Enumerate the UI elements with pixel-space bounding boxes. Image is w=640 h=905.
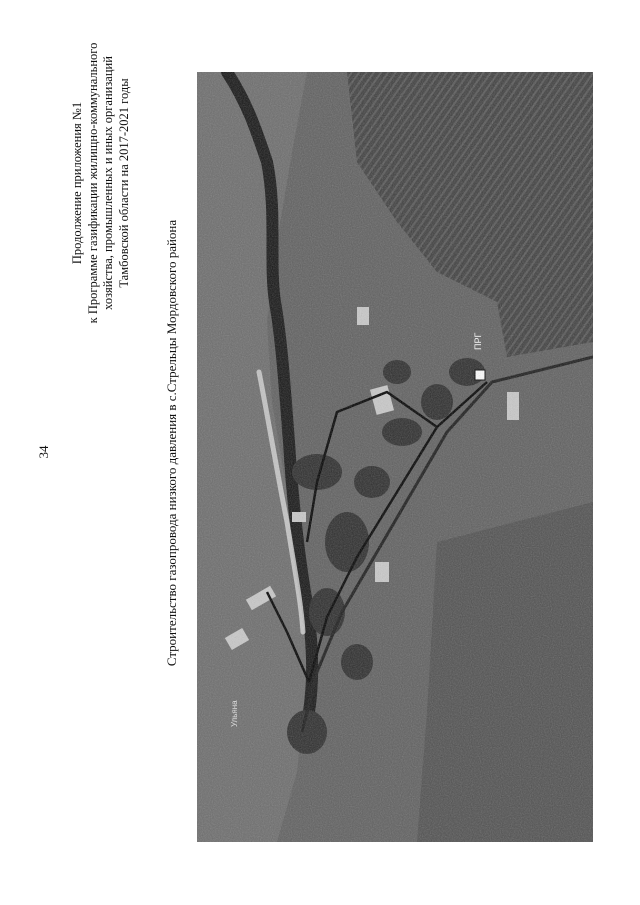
header-line-3: хозяйства, промышленных и иных организаций — [101, 56, 115, 310]
header-line-1: Продолжение приложения №1 — [70, 101, 84, 265]
map-caption: Строительство газопровода низкого давления в с.Стрельцы Мордовского района — [164, 219, 179, 667]
photo-grain — [197, 72, 593, 842]
header-line-4: Тамбовской области на 2017-2021 годы — [116, 78, 131, 288]
page-number: 34 — [36, 445, 51, 459]
aerial-map-image — [197, 72, 593, 842]
header-line-2: к Программе газификации жилищно-коммунального — [85, 42, 100, 324]
aerial-map — [197, 72, 593, 842]
appendix-header — [70, 23, 132, 343]
